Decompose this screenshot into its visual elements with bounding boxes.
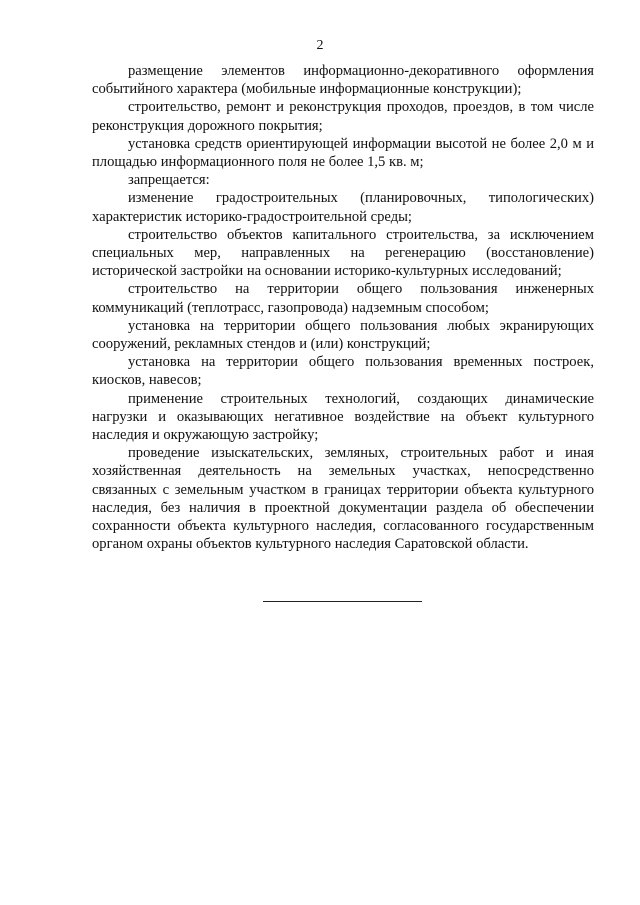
page-number: 2 (316, 38, 324, 53)
paragraph: запрещается: (128, 172, 210, 189)
paragraph: проведение изыскательских, земляных, строительных работ и иная хозяйственная деятельность на земельных участках, непосредственно связанных с земельным участком в границах территории объекта культурного наследия, без наличия в проектной документации раздела об обеспечении сохранности объекта культурного наследия, согласованного государственным органом охраны объектов культурного наследия Саратовской области. (92, 445, 594, 553)
document-body (92, 62, 594, 553)
paragraph: строительство объектов капитального строительства, за исключением специальных мер, направленных на регенерацию (восстановление) исторической застройки на основании историко-культурных исследований; (92, 226, 594, 280)
end-divider-line (263, 601, 422, 602)
paragraph: размещение элементов информационно-декоративного оформления событийного характера (мобильные информационные конструкции); (92, 63, 594, 98)
paragraph: изменение градостроительных (планировочных, типологических) характеристик историко-градостроительной среды; (92, 190, 594, 225)
paragraph: применение строительных технологий, создающих динамические нагрузки и оказывающих негативное воздействие на объект культурного наследия и окружающую застройку; (92, 390, 594, 444)
paragraph: строительство на территории общего пользования инженерных коммуникаций (теплотрасс, газопровода) надземным способом; (92, 281, 594, 316)
paragraph: установка на территории общего пользования временных построек, киосков, навесов; (92, 354, 594, 389)
paragraph: установка средств ориентирующей информации высотой не более 2,0 м и площадью информационного поля не более 1,5 кв. м; (92, 135, 594, 171)
paragraph: установка на территории общего пользования любых экранирующих сооружений, рекламных стендов и (или) конструкций; (92, 317, 594, 353)
paragraph: строительство, ремонт и реконструкция проходов, проездов, в том числе реконструкция дорожного покрытия; (92, 99, 594, 134)
